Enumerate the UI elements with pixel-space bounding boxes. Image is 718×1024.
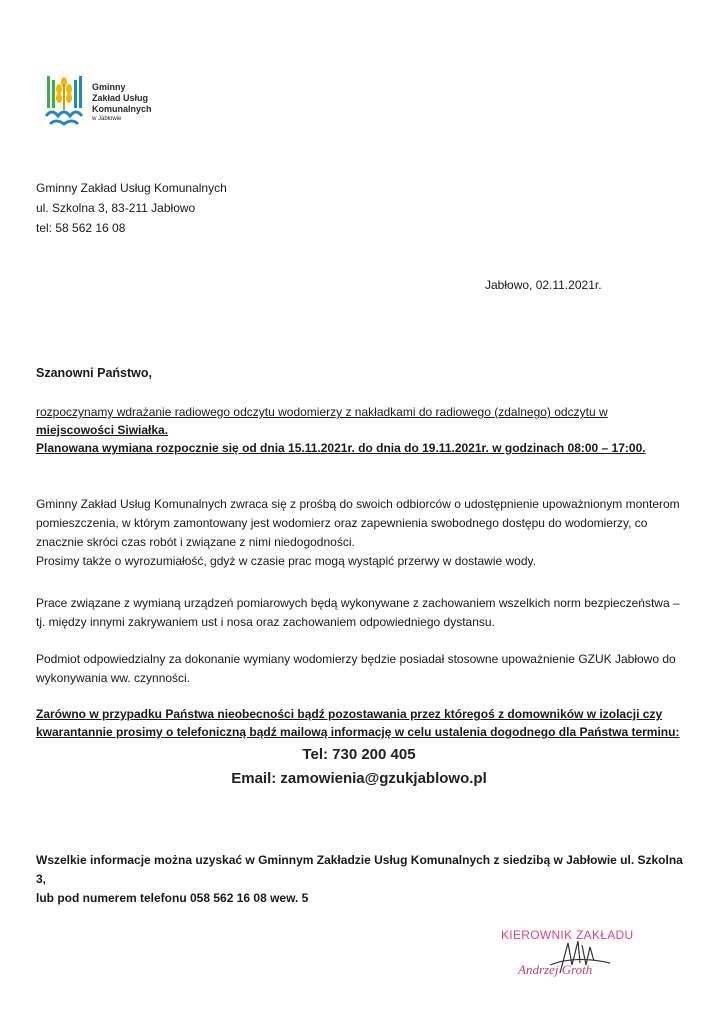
paragraph-safety: Prace związane z wymianą urządzeń pomiarowych będą wykonywane z zachowaniem wszelkich norm bezpieczeństwa – tj. między innymi zakrywaniem ust i nosa oraz zachowaniem odpowiedniego dystansu. [36,596,680,629]
sender-address-block [36,178,227,238]
logo-line-2: Zakład Usług [92,93,149,103]
sender-name: Gminny Zakład Usług Komunalnych [36,181,227,195]
contact-phone: Tel: 730 200 405 [302,746,416,763]
signature-name: Andrzej Groth [518,962,593,977]
sender-phone: tel: 58 562 16 08 [36,221,126,235]
intro-line-1: rozpoczynamy wdrażanie radiowego odczytu wodomierzy z nakładkami do radiowego (zdalnego) odczytu w [36,405,608,419]
paragraph-access-request [36,495,686,571]
paragraph-access-text: Gminny Zakład Usług Komunalnych zwraca się z prośbą do swoich odbiorców o udostępnienie upoważnionym monterom pomieszczenia, w którym zamontowany jest wodomierz oraz zapewnienia swobodnego dostępu do wodomierzy, co znacznie skróci czas robót i związane z nimi niedogodności. [36,497,680,549]
logo-text [92,82,152,124]
logo-line-1: Gminny [92,82,126,92]
intro-line-3: Planowana wymiana rozpocznie się od dnia 15.11.2021r. do dnia do 19.11.2021r. w godzinach 08:00 – 17:00. [36,441,646,455]
final-information [36,851,696,908]
final-line-2: lub pod numerem telefonu 058 562 16 08 wew. 5 [36,891,309,905]
greeting: Szanowni Państwo, [36,366,152,380]
final-line-1: Wszelkie informacje można uzyskać w Gminnym Zakładzie Usług Komunalnych z siedzibą w Jabłowie ul. Szkolna 3, [36,853,683,886]
sender-address: ul. Szkolna 3, 83-211 Jabłowo [36,201,196,215]
letter-date: Jabłowo, 02.11.2021r. [485,278,602,292]
intro-paragraph [36,403,676,457]
paragraph-understanding-text: Prosimy także o wyrozumiałość, gdyż w czasie prac mogą wystąpić przerwy w dostawie wody. [36,554,536,568]
paragraph-contact-request: Zarówno w przypadku Państwa nieobecności bądź pozostawania przez któregoś z domowników w izolacji czy kwarantannie prosimy o telefoniczną bądź mailową informację w celu ustalenia dogodnego dla Państwa terminu: [36,707,680,739]
contact-email: Email: zamowienia@gzukjablowo.pl [231,770,487,787]
paragraph-authorization: Podmiot odpowiedzialny za dokonanie wymiany wodomierzy będzie posiadał stosowne upoważnienie GZUK Jabłowo do wykonywania ww. czynności. [36,652,676,685]
intro-line-2: miejscowości Siwiałka. [36,423,169,437]
logo-line-4: w Jabłowie [92,116,122,122]
signature-title: KIEROWNIK ZAKŁADU [501,928,634,942]
logo-line-3: Komunalnych [92,104,152,114]
